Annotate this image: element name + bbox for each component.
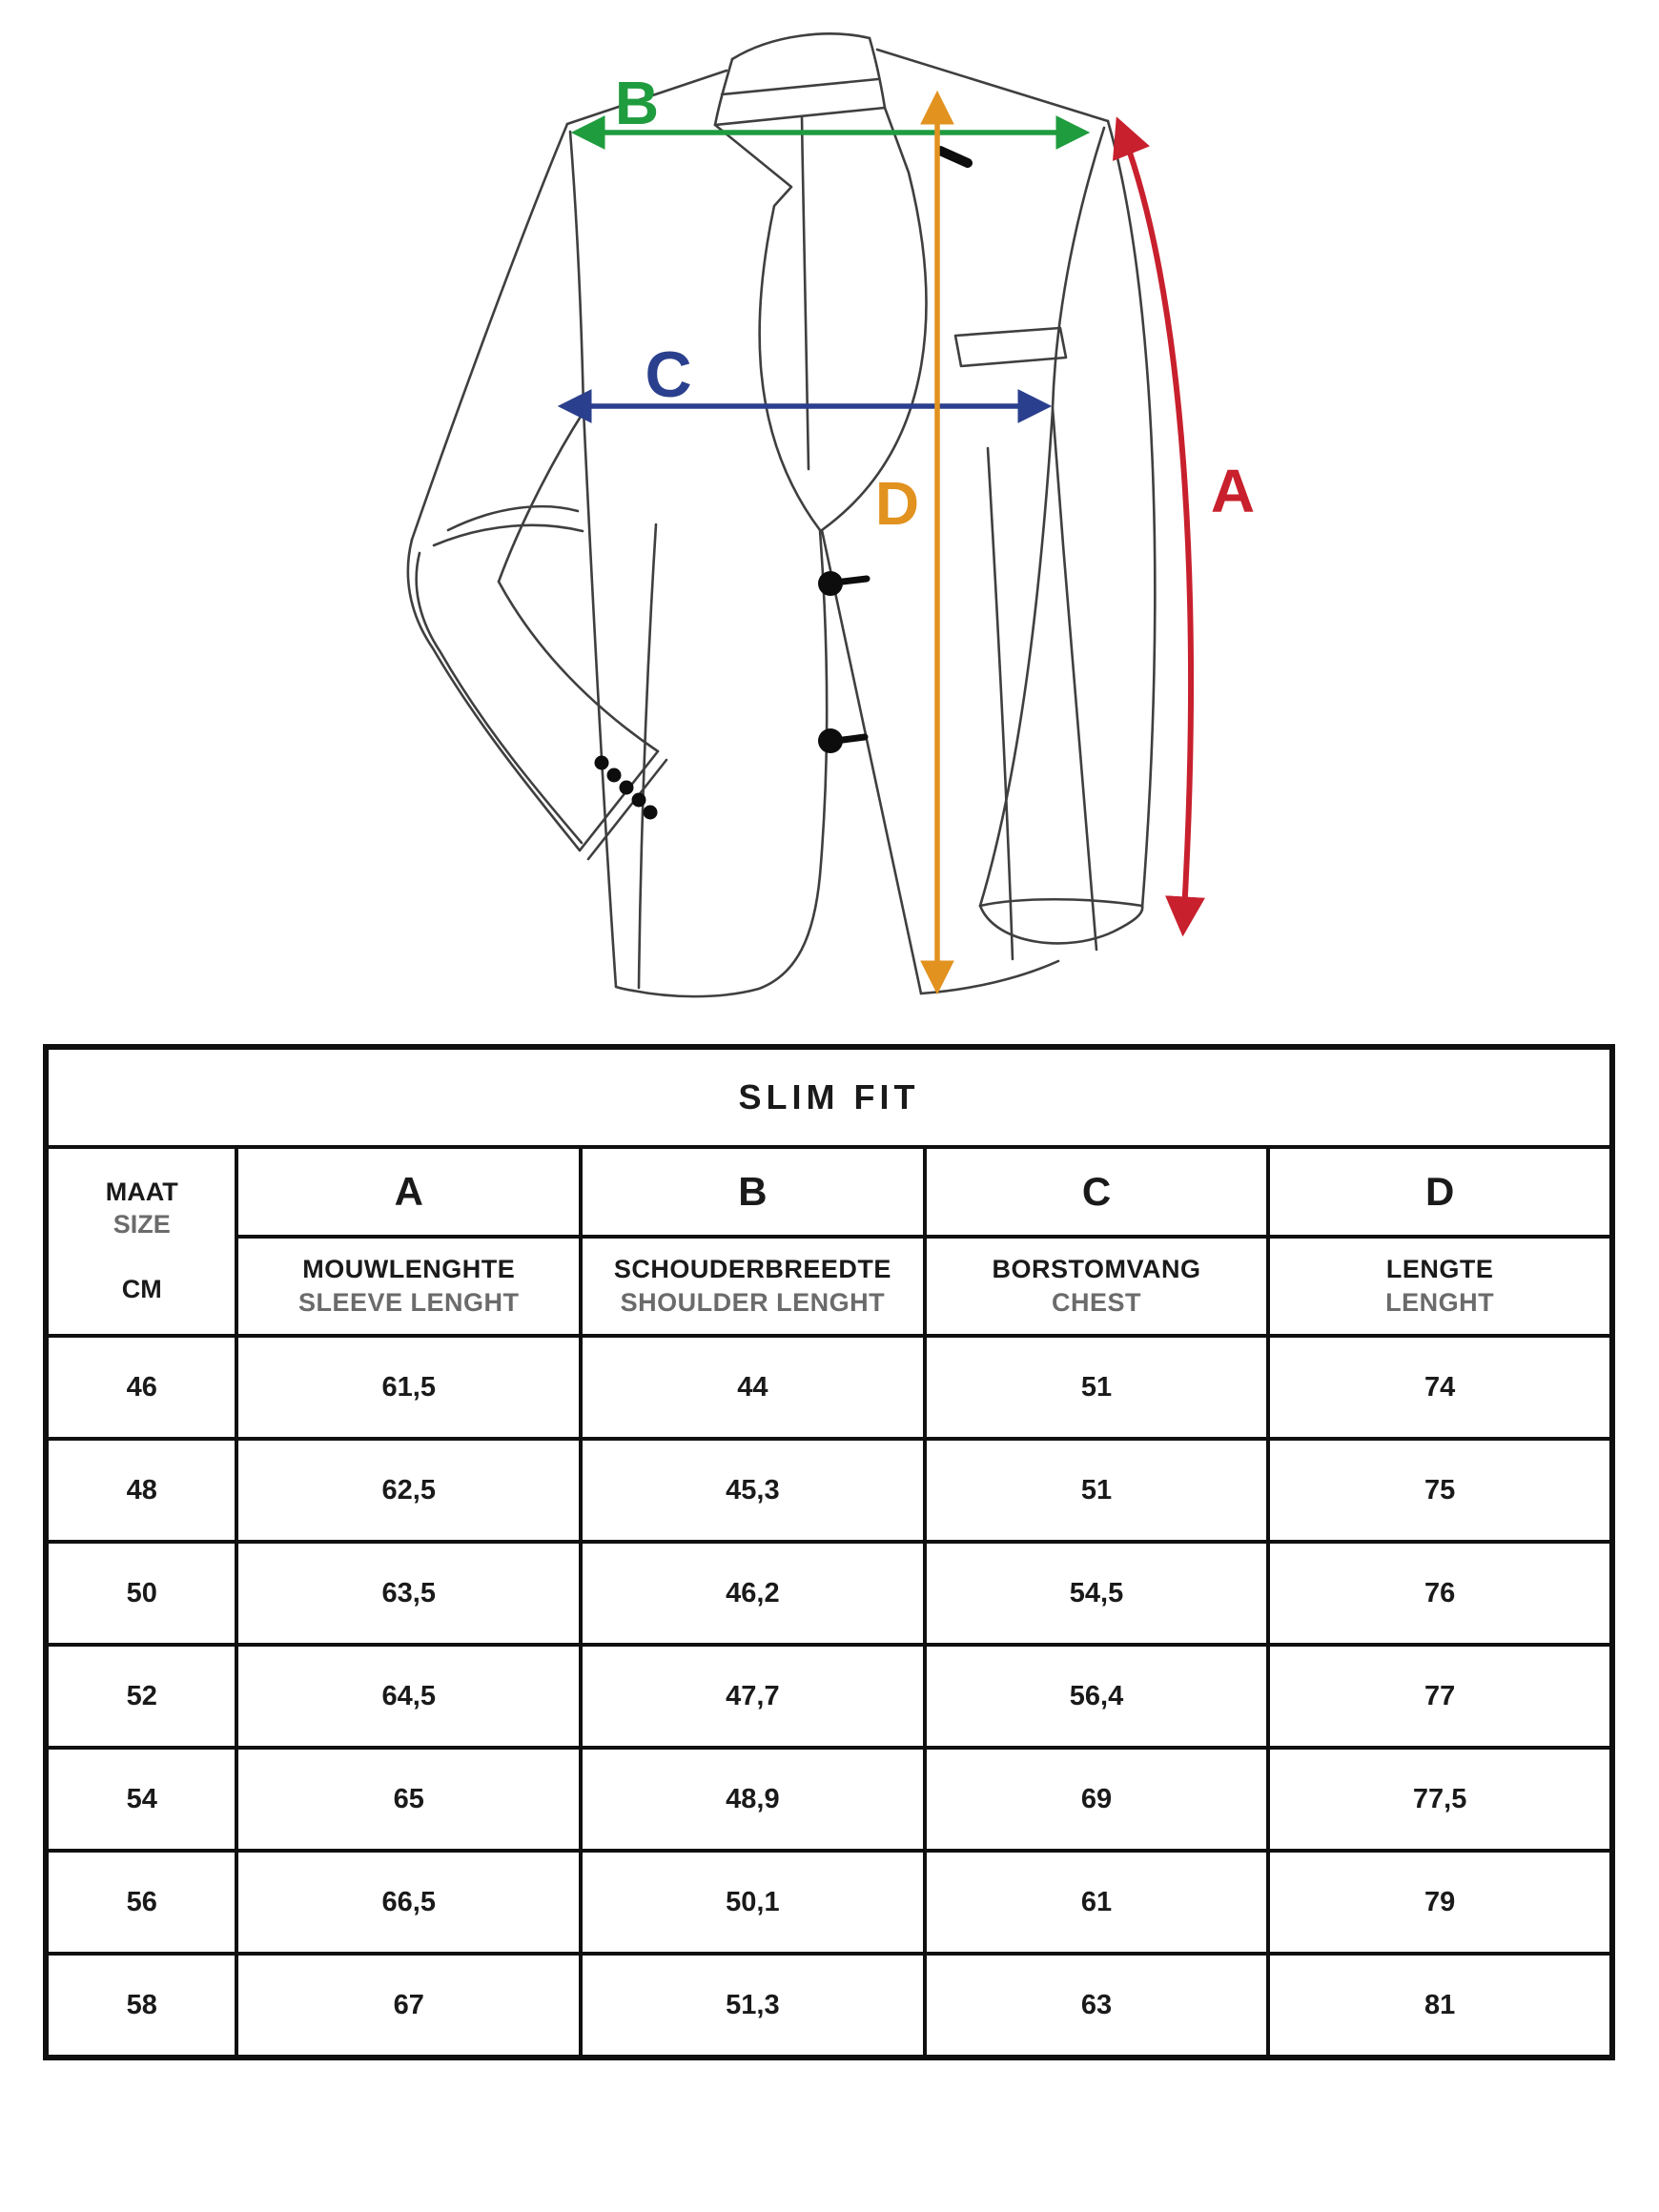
size-cell: 54	[46, 1748, 236, 1851]
jacket-measurement-diagram	[0, 0, 1659, 1030]
value-d: 79	[1268, 1851, 1612, 1954]
value-a: 65	[236, 1748, 581, 1851]
table-row	[46, 1851, 1612, 1954]
column-letter-c: C	[925, 1147, 1269, 1237]
value-a: 64,5	[236, 1645, 581, 1748]
value-a: 63,5	[236, 1542, 581, 1645]
column-header-d	[1268, 1237, 1612, 1336]
table-title-row	[46, 1047, 1612, 1147]
value-c: 61	[925, 1851, 1269, 1954]
value-b: 47,7	[581, 1645, 925, 1748]
value-c: 51	[925, 1439, 1269, 1542]
table-row	[46, 1336, 1612, 1439]
table-subheader-row	[46, 1237, 1612, 1336]
table-row	[46, 1645, 1612, 1748]
value-b: 46,2	[581, 1542, 925, 1645]
value-d: 74	[1268, 1336, 1612, 1439]
table-row	[46, 1954, 1612, 2058]
value-b: 45,3	[581, 1439, 925, 1542]
label-b: B	[614, 69, 660, 137]
value-b: 51,3	[581, 1954, 925, 2058]
size-cell: 46	[46, 1336, 236, 1439]
value-c: 54,5	[925, 1542, 1269, 1645]
column-d-en: LENGHT	[1385, 1288, 1495, 1317]
jacket-buttons	[595, 571, 844, 820]
size-header-cell	[46, 1147, 236, 1336]
label-a: A	[1210, 457, 1256, 525]
value-c: 56,4	[925, 1645, 1269, 1748]
column-letter-d: D	[1268, 1147, 1612, 1237]
value-c: 51	[925, 1336, 1269, 1439]
value-b: 48,9	[581, 1748, 925, 1851]
table-row	[46, 1439, 1612, 1542]
column-a-en: SLEEVE LENGHT	[297, 1288, 520, 1317]
size-table	[43, 1044, 1615, 2059]
value-a: 66,5	[236, 1851, 581, 1954]
jacket-outline	[408, 33, 1155, 996]
column-letter-a: A	[236, 1147, 581, 1237]
table-row	[46, 1748, 1612, 1851]
value-a: 67	[236, 1954, 581, 2058]
label-d: D	[874, 469, 920, 538]
value-d: 81	[1268, 1954, 1612, 2058]
size-cell: 52	[46, 1645, 236, 1748]
table-letter-row	[46, 1147, 1612, 1237]
table-title: SLIM FIT	[46, 1047, 1612, 1147]
value-d: 76	[1268, 1542, 1612, 1645]
label-c: C	[645, 338, 692, 411]
size-cell: 56	[46, 1851, 236, 1954]
column-header-c	[925, 1237, 1269, 1336]
column-b-nl: SCHOUDERBREEDTE	[613, 1254, 891, 1283]
column-c-nl: BORSTOMVANG	[992, 1254, 1201, 1283]
size-cell: 58	[46, 1954, 236, 2058]
value-b: 44	[581, 1336, 925, 1439]
column-a-nl: MOUWLENGHTE	[302, 1254, 516, 1283]
size-header-nl: MAAT	[105, 1178, 178, 1207]
column-d-nl: LENGTE	[1385, 1254, 1494, 1283]
column-header-a	[236, 1237, 581, 1336]
column-header-b	[581, 1237, 925, 1336]
size-cell: 50	[46, 1542, 236, 1645]
value-a: 61,5	[236, 1336, 581, 1439]
size-header-en: SIZE	[113, 1210, 171, 1239]
value-a: 62,5	[236, 1439, 581, 1542]
column-c-en: CHEST	[1051, 1288, 1141, 1317]
size-cell: 48	[46, 1439, 236, 1542]
value-d: 75	[1268, 1439, 1612, 1542]
value-c: 63	[925, 1954, 1269, 2058]
column-b-en: SHOULDER LENGHT	[620, 1288, 886, 1317]
size-unit: CM	[121, 1274, 162, 1303]
value-d: 77	[1268, 1645, 1612, 1748]
value-c: 69	[925, 1748, 1269, 1851]
column-letter-b: B	[581, 1147, 925, 1237]
value-d: 77,5	[1268, 1748, 1612, 1851]
jacket-buttonholes	[843, 151, 968, 740]
value-b: 50,1	[581, 1851, 925, 1954]
table-row	[46, 1542, 1612, 1645]
